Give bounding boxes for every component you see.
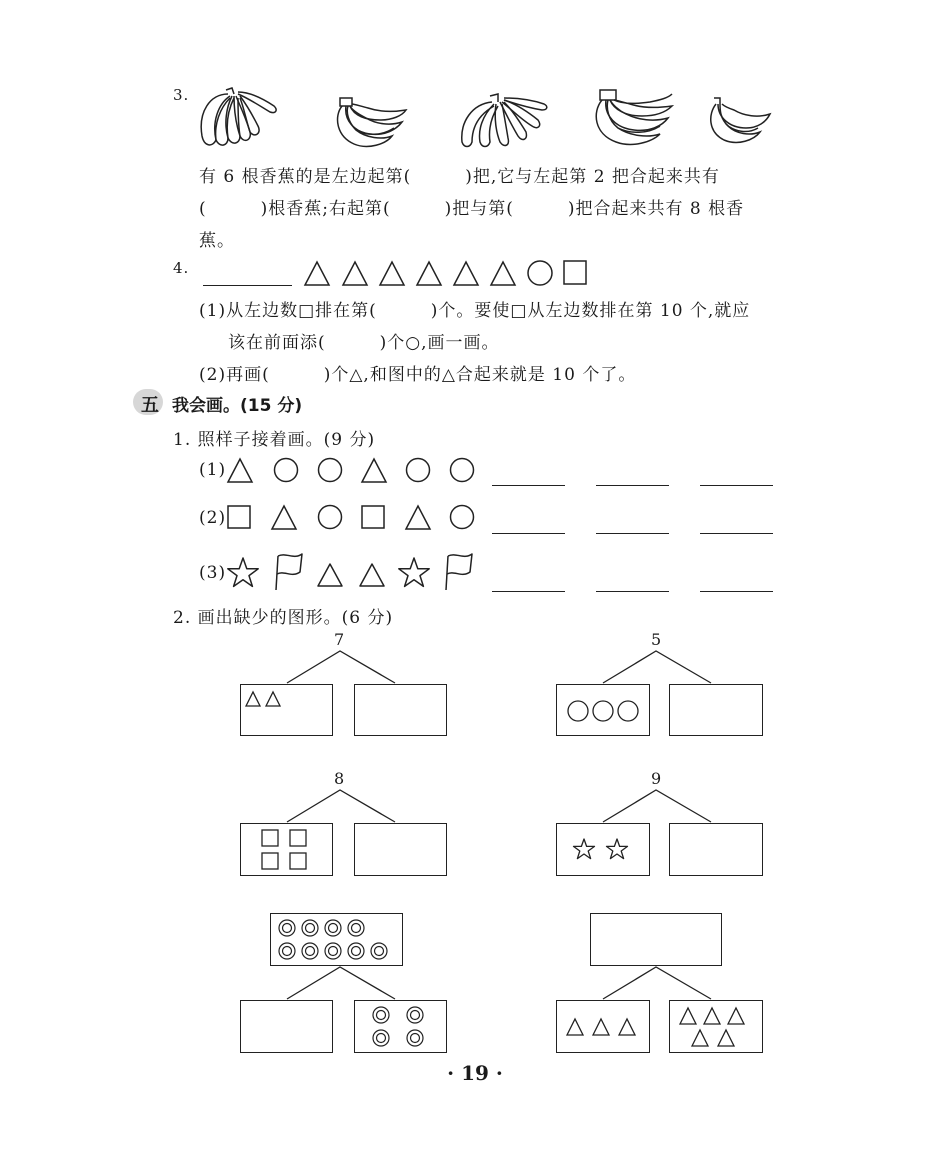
section-number: 五: [141, 395, 159, 416]
square-icon: [262, 853, 278, 869]
triangle-icon: [266, 692, 280, 706]
branch-lines: [601, 650, 713, 684]
triangle-icon: [362, 459, 386, 482]
total-label-8: 8: [334, 769, 345, 788]
ring-icon: [407, 1007, 423, 1023]
triangles-group: [245, 690, 289, 708]
answer-line[interactable]: [596, 591, 669, 592]
stars-group: [572, 838, 630, 862]
empty-answer-box[interactable]: [240, 1000, 333, 1053]
q4-sub1-line-2: 该在前面添( )个○,画一画。: [228, 333, 500, 353]
triangle-icon: [406, 506, 430, 529]
page-number: · 19 ·: [447, 1061, 503, 1085]
square-icon: [290, 830, 306, 846]
answer-line[interactable]: [700, 533, 773, 534]
triangle-icon: [272, 506, 296, 529]
branch-lines: [601, 789, 713, 823]
ring-icon: [373, 1030, 389, 1046]
answer-line[interactable]: [492, 533, 565, 534]
q3-number: 3.: [173, 86, 190, 104]
triangle-icon: [728, 1008, 744, 1024]
row-label-1: (1): [199, 460, 227, 480]
triangle-icon: [246, 692, 260, 706]
branch-lines: [285, 650, 397, 684]
squares-group: [261, 829, 309, 871]
star-icon: [607, 839, 628, 859]
triangle-icon: [305, 262, 329, 285]
part1-title: 1. 照样子接着画。(9 分): [173, 430, 376, 450]
flag-icon: [446, 554, 472, 590]
ring-icon: [279, 920, 295, 936]
banana-bunch-icon-5: [706, 96, 772, 148]
answer-line[interactable]: [492, 591, 565, 592]
triangles-group: [678, 1005, 754, 1049]
triangle-icon: [567, 1019, 583, 1035]
flag-icon: [276, 554, 302, 590]
banana-bunch-icon-3: [456, 92, 550, 152]
circle-icon: [407, 459, 430, 482]
square-icon: [228, 506, 250, 528]
banana-bunch-icon-1: [190, 84, 282, 152]
triangle-icon: [680, 1008, 696, 1024]
pattern-row-1: [226, 456, 482, 484]
q3-line-3: 蕉。: [199, 231, 235, 251]
ring-icon: [302, 920, 318, 936]
q3-line-1: 有 6 根香蕉的是左边起第( )把,它与左起第 2 把合起来共有: [199, 167, 720, 187]
circle-icon: [618, 701, 638, 721]
triangle-icon: [318, 564, 342, 586]
q4-sub2: (2)再画( )个△,和图中的△合起来就是 10 个了。: [199, 365, 637, 385]
empty-answer-box[interactable]: [669, 823, 763, 876]
circle-icon: [451, 459, 474, 482]
banana-bunch-icon-2: [332, 96, 408, 152]
row-label-2: (2): [199, 508, 227, 528]
circle-icon: [319, 506, 342, 529]
triangle-icon: [228, 459, 252, 482]
branch-lines: [285, 966, 397, 1000]
triangle-icon: [692, 1030, 708, 1046]
q4-number: 4.: [173, 259, 190, 277]
circle-icon: [319, 459, 342, 482]
ring-icon: [348, 920, 364, 936]
triangle-icon: [704, 1008, 720, 1024]
answer-line[interactable]: [700, 591, 773, 592]
q4-answer-line[interactable]: [203, 285, 292, 286]
star-icon: [399, 558, 429, 586]
triangle-icon: [619, 1019, 635, 1035]
triangle-icon: [343, 262, 367, 285]
empty-answer-box[interactable]: [354, 684, 447, 736]
ring-icon: [325, 920, 341, 936]
q3-line-2: ( )根香蕉;右起第( )把与第( )把合起来共有 8 根香: [199, 199, 745, 219]
ring-icon: [407, 1030, 423, 1046]
branch-lines: [285, 789, 397, 823]
pattern-row-3: [226, 550, 482, 592]
q4-shape-row: [302, 258, 592, 288]
total-label-5: 5: [651, 630, 662, 649]
branch-lines: [601, 966, 713, 1000]
triangle-icon: [593, 1019, 609, 1035]
square-icon: [564, 261, 586, 284]
answer-line[interactable]: [492, 485, 565, 486]
triangle-icon: [491, 262, 515, 285]
total-label-9: 9: [651, 769, 662, 788]
circles-group: [566, 699, 642, 723]
empty-answer-box[interactable]: [590, 913, 722, 966]
triangle-icon: [360, 564, 384, 586]
circle-icon: [275, 459, 298, 482]
banana-bunch-icon-4: [590, 88, 674, 150]
triangle-icon: [454, 262, 478, 285]
ring-icon: [371, 943, 387, 959]
square-icon: [362, 506, 384, 528]
circle-icon: [593, 701, 613, 721]
rings-group-small: [369, 1004, 433, 1050]
part2-title: 2. 画出缺少的图形。(6 分): [173, 608, 394, 628]
square-icon: [290, 853, 306, 869]
section-title: 我会画。(15 分): [172, 396, 303, 416]
triangle-icon: [718, 1030, 734, 1046]
empty-answer-box[interactable]: [669, 684, 763, 736]
rings-group: [275, 917, 399, 963]
ring-icon: [279, 943, 295, 959]
triangles-group: [566, 1017, 640, 1037]
ring-icon: [302, 943, 318, 959]
q4-sub1-line-1: (1)从左边数□排在第( )个。要使□从左边数排在第 10 个,就应: [199, 301, 751, 321]
circle-icon: [528, 261, 552, 285]
answer-line[interactable]: [596, 533, 669, 534]
circle-icon: [568, 701, 588, 721]
ring-icon: [348, 943, 364, 959]
square-icon: [262, 830, 278, 846]
total-label-7: 7: [334, 630, 345, 649]
answer-line[interactable]: [700, 485, 773, 486]
row-label-3: (3): [199, 563, 227, 583]
pattern-row-2: [226, 503, 482, 531]
empty-answer-box[interactable]: [354, 823, 447, 876]
triangle-icon: [417, 262, 441, 285]
star-icon: [574, 839, 595, 859]
triangle-icon: [380, 262, 404, 285]
ring-icon: [325, 943, 341, 959]
ring-icon: [373, 1007, 389, 1023]
star-icon: [228, 558, 258, 586]
answer-line[interactable]: [596, 485, 669, 486]
circle-icon: [451, 506, 474, 529]
